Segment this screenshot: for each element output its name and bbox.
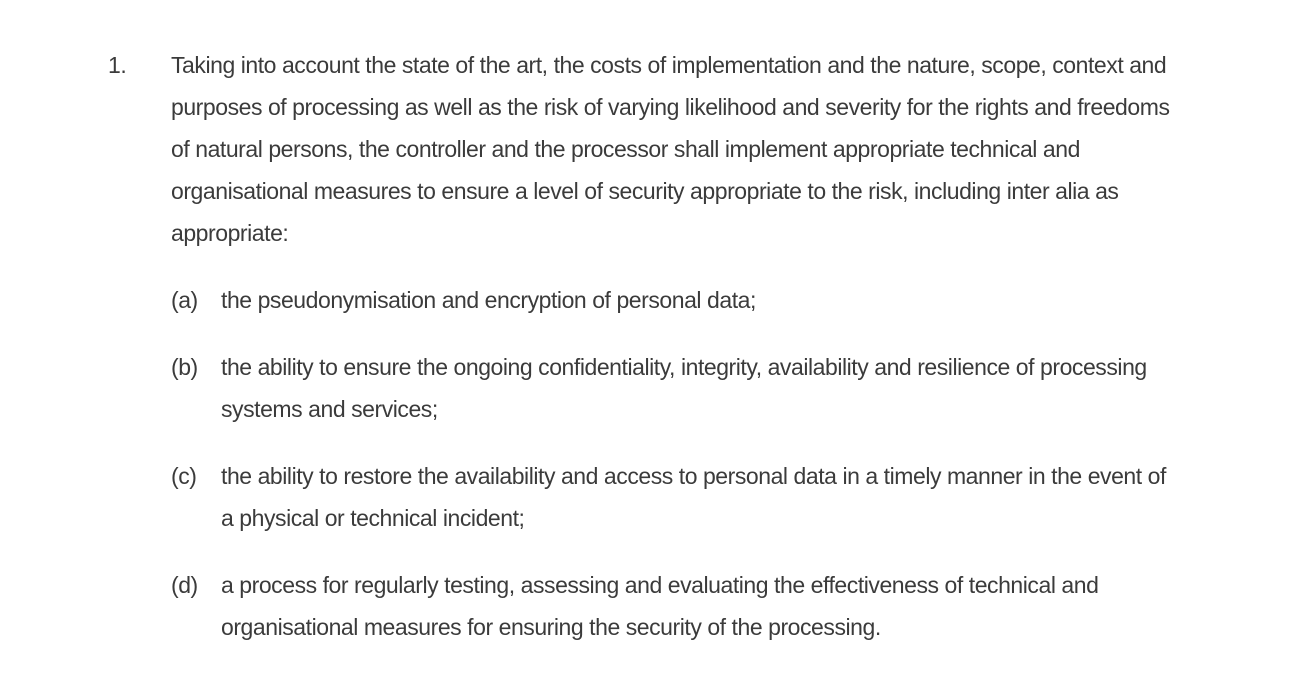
point-text: the ability to ensure the ongoing confidentiality, integrity, availability and resilience of processing systems and services; (221, 354, 1147, 422)
point-text: the ability to restore the availability and access to personal data in a timely manner in the event of a physical or technical incident; (221, 463, 1166, 531)
point-c (0, 455, 1304, 539)
point-text: a process for regularly testing, assessing and evaluating the effectiveness of technical and organisational measures for ensuring the security of the processing. (221, 572, 1099, 640)
point-label: (d) (171, 572, 198, 598)
article-body (0, 44, 1304, 673)
paragraph-1 (0, 44, 1304, 254)
point-label: (c) (171, 463, 197, 489)
paragraph-text: Taking into account the state of the art, the costs of implementation and the nature, scope, context and purposes of processing as well as the risk of varying likelihood and severity for the rights and freedoms of natural persons, the controller and the processor shall implement appropriate technical and organisational measures to ensure a level of security appropriate to the risk, including inter alia as appropriate: (171, 52, 1170, 246)
point-text: the pseudonymisation and encryption of personal data; (221, 287, 756, 313)
point-b (0, 346, 1304, 430)
paragraph-number: 1. (108, 52, 127, 78)
point-a (0, 279, 1304, 321)
point-label: (a) (171, 287, 198, 313)
point-d (0, 564, 1304, 648)
point-list (0, 279, 1304, 648)
point-label: (b) (171, 354, 198, 380)
